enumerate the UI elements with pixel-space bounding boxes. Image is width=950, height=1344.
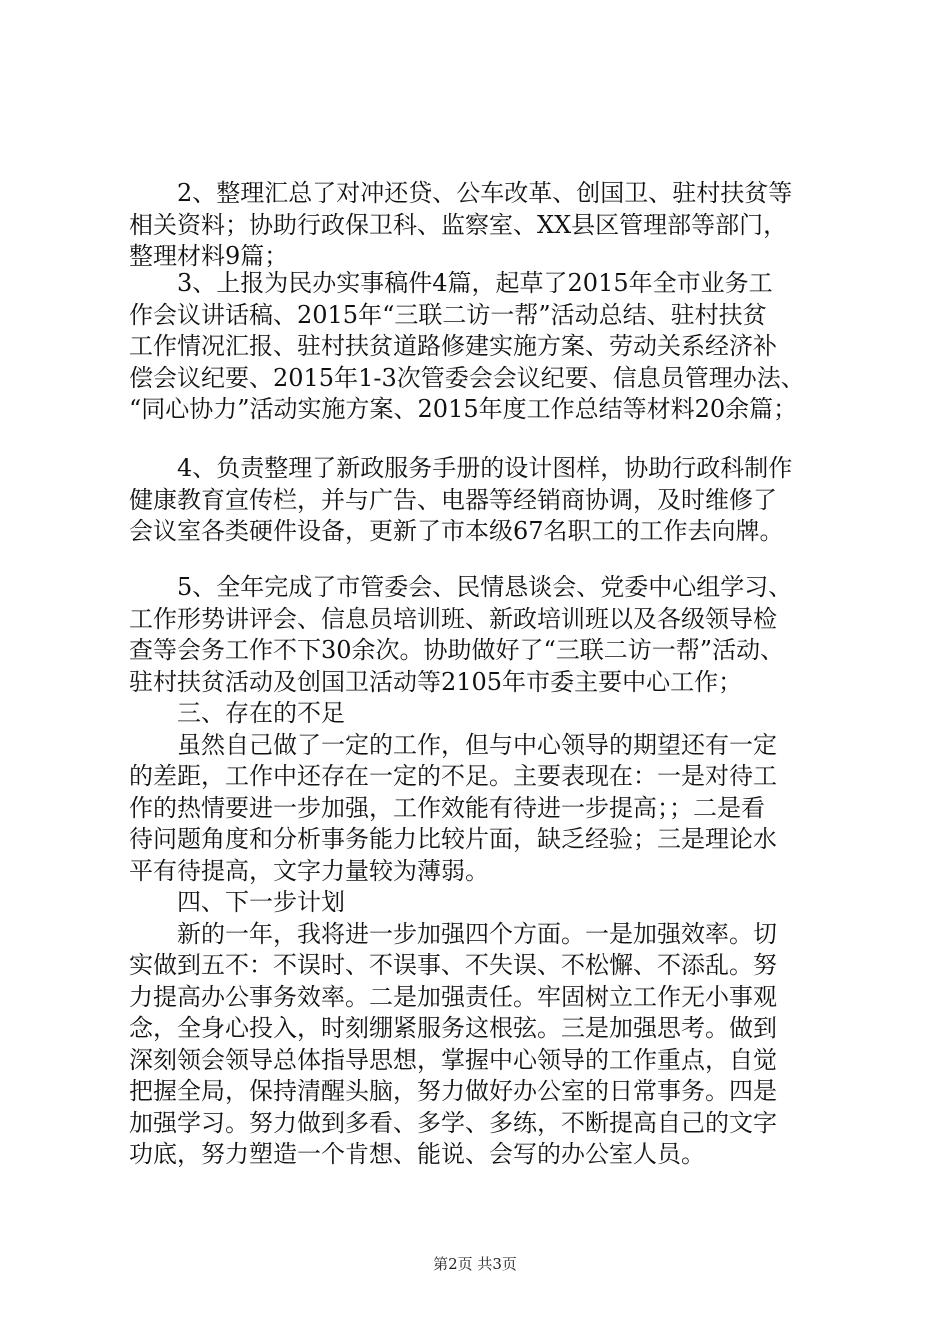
text-line: 的差距，工作中还存在一定的不足。主要表现在：一是对待工 — [129, 762, 777, 790]
paragraph-item-4 — [129, 453, 829, 548]
text-line: 力提高办公事务效率。二是加强责任。牢固树立工作无小事观 — [129, 982, 777, 1011]
section-heading: 三、存在的不足 — [129, 699, 345, 727]
text-line: 2、整理汇总了对冲还贷、公车改革、创国卫、驻村扶贫等 — [129, 179, 793, 207]
text-line: 实做到五不：不误时、不误事、不失误、不松懈、不添乱。努 — [129, 951, 777, 979]
text-line: “同心协力”活动实施方案、2015年度工作总结等材料20余篇； — [129, 395, 798, 423]
text-line: 健康教育宣传栏，并与广告、电器等经销商协调，及时维修了 — [129, 485, 777, 514]
text-line: 会议室各类硬件设备，更新了市本级67名职工的工作去向牌。 — [129, 517, 784, 545]
text-line: 待问题角度和分析事务能力比较片面，缺乏经验；三是理论水 — [129, 825, 777, 853]
text-line: 把握全局，保持清醒头脑，努力做好办公室的日常事务。四是 — [129, 1077, 777, 1105]
text-line: 3、上报为民办实事稿件4篇，起草了2015年全市业务工 — [129, 269, 773, 297]
page-number-footer: 第2页 共3页 — [433, 1255, 517, 1273]
text-line: 工作情况汇报、驻村扶贫道路修建实施方案、劳动关系经济补 — [129, 332, 777, 360]
text-line: 工作形势讲评会、信息员培训班、新政培训班以及各级领导检 — [129, 604, 777, 633]
text-line: 深刻领会领导总体指导思想，掌握中心领导的工作重点，自觉 — [129, 1045, 777, 1074]
paragraph-item-5 — [129, 572, 829, 1171]
text-line: 念，全身心投入，时刻绷紧服务这根弦。三是加强思考。做到 — [129, 1014, 777, 1042]
text-line: 偿会议纪要、2015年1-3次管委会会议纪要、信息员管理办法、 — [129, 363, 805, 392]
paragraph-item-2 — [129, 178, 829, 273]
text-line: 虽然自己做了一定的工作，但与中心领导的期望还有一定 — [129, 730, 777, 759]
text-line: 作的热情要进一步加强，工作效能有待进一步提高；；二是看 — [129, 793, 765, 822]
text-line: 新的一年，我将进一步加强四个方面。一是加强效率。切 — [129, 919, 777, 948]
text-line: 5、全年完成了市管委会、民情恳谈会、党委中心组学习、 — [129, 573, 793, 601]
text-line: 相关资料；协助行政保卫科、监察室、XX县区管理部等部门， — [129, 210, 788, 239]
text-line: 4、负责整理了新政服务手册的设计图样，协助行政科制作 — [129, 454, 793, 482]
text-line: 整理材料9篇； — [129, 242, 289, 270]
text-line: 功底，努力塑造一个肯想、能说、会写的办公室人员。 — [129, 1140, 705, 1168]
text-line: 驻村扶贫活动及创国卫活动等2105年市委主要中心工作； — [129, 667, 743, 696]
text-line: 加强学习。努力做到多看、多学、多练，不断提高自己的文字 — [129, 1108, 777, 1137]
text-line: 作会议讲话稿、2015年“三联二访一帮”活动总结、驻村扶贫 — [129, 300, 767, 329]
text-line: 查等会务工作不下30余次。协助做好了“三联二访一帮”活动、 — [129, 636, 785, 664]
paragraph-item-3 — [129, 268, 829, 426]
text-line: 平有待提高，文字力量较为薄弱。 — [129, 856, 489, 885]
section-heading: 四、下一步计划 — [129, 888, 345, 916]
